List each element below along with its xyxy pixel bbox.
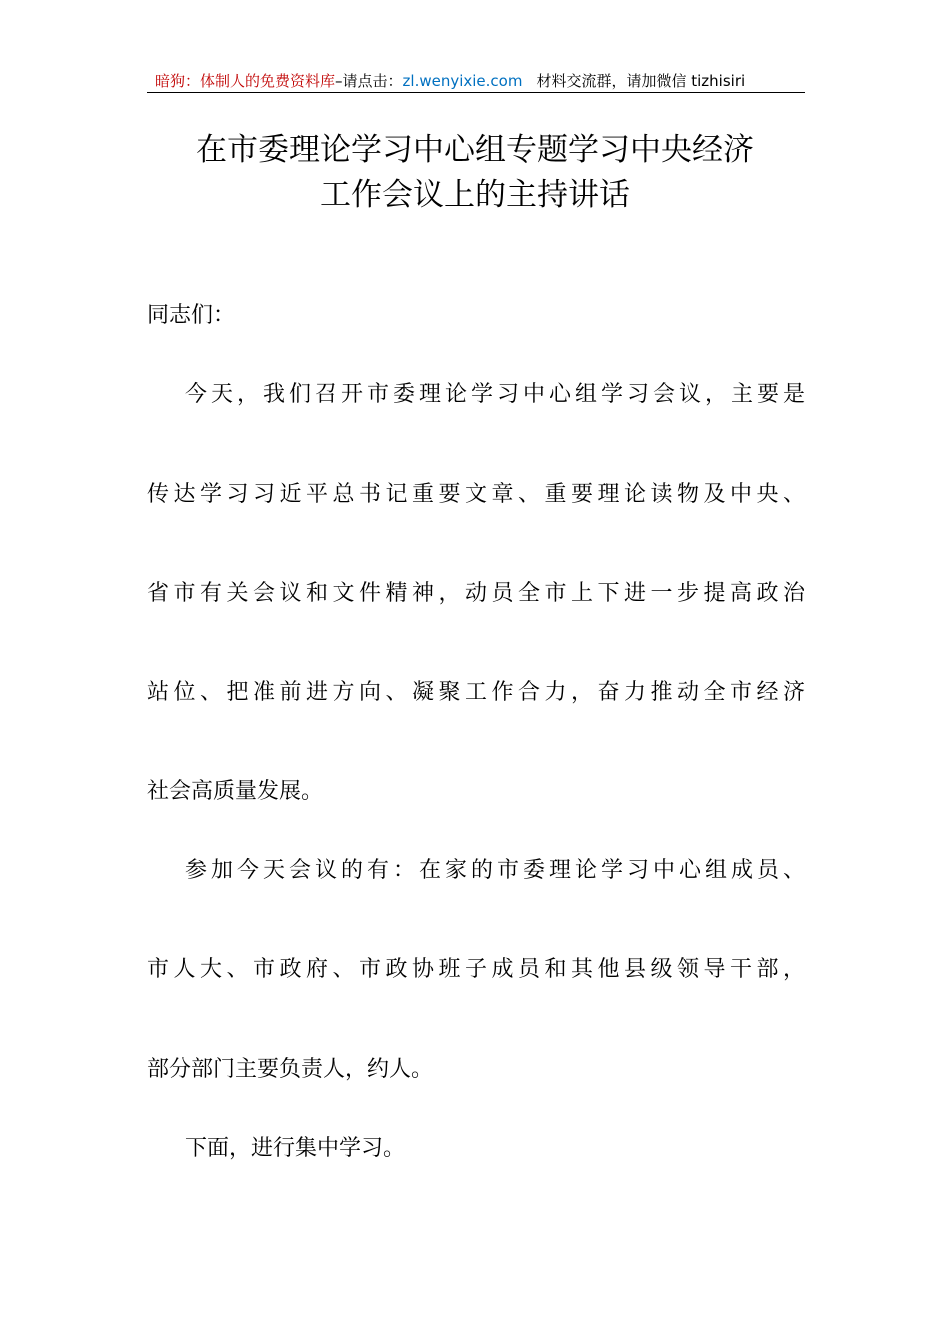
paragraph-line: 传达学习习近平总书记重要文章、重要理论读物及中央、 — [147, 482, 805, 507]
document-title-line-1: 在市委理论学习中心组专题学习中央经济 — [196, 132, 754, 168]
header-group-info: 材料交流群，请加微信 tizhisiri — [536, 72, 746, 90]
header-url-link[interactable]: zl.wenyixie.com — [402, 72, 523, 90]
paragraph-line: 今天，我们召开市委理论学习中心组学习会议，主要是 — [185, 382, 805, 407]
paragraph-line: 站位、把准前进方向、凝聚工作合力，奋力推动全市经济 — [147, 680, 805, 705]
document-title-line-2: 工作会议上的主持讲话 — [320, 177, 630, 213]
paragraph-line: 部分部门主要负责人，约人。 — [147, 1057, 434, 1082]
paragraph-line: 社会高质量发展。 — [147, 779, 324, 804]
paragraph-line: 市人大、市政府、市政协班子成员和其他县级领导干部， — [147, 957, 805, 982]
header-brand: 暗狗：体制人的免费资料库 — [155, 72, 336, 90]
paragraph-line: 参加今天会议的有：在家的市委理论学习中心组成员、 — [185, 858, 805, 883]
header-click-prefix: –请点击： — [335, 72, 403, 90]
salutation: 同志们： — [147, 303, 236, 328]
paragraph-line: 下面，进行集中学习。 — [185, 1136, 406, 1161]
paragraph-line: 省市有关会议和文件精神，动员全市上下进一步提高政治 — [147, 581, 805, 606]
page-header — [147, 70, 805, 93]
